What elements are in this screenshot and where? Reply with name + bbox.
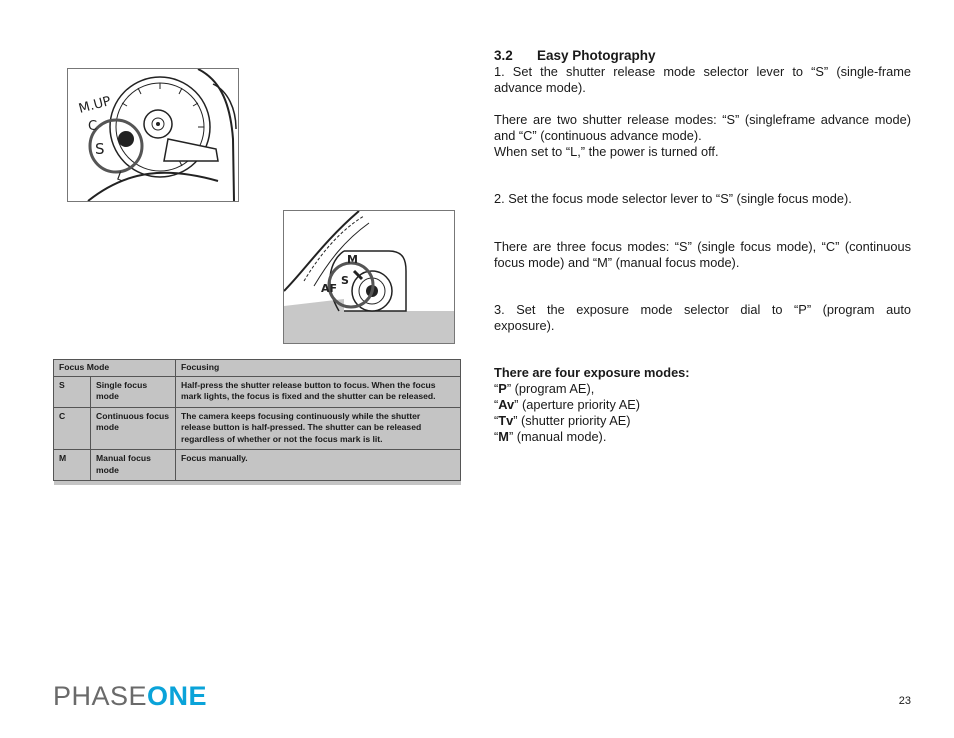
section-heading [494,48,911,64]
dial-label-c: C [88,119,98,134]
logo-text-light: PHASE [53,681,148,711]
logo-text-heavy: ONE [147,681,208,711]
exposure-key: Tv [498,413,514,428]
step1-line2: advance mode). [494,80,586,95]
shutter-modes-line1: There are two shutter release modes: “S” (singleframe advance mode) [494,112,911,127]
close-quote: ” [514,397,519,412]
focus-modes-line1: There are three focus modes: “S” (single focus mode), “C” (continuous [494,239,911,254]
focus-mode-table [53,359,461,485]
section-number: 3.2 [494,48,513,63]
instructions-column [494,48,911,445]
mode-code-cell: C [54,407,91,450]
table-header-focusing: Focusing [176,360,461,377]
mode-description-cell: Half-press the shutter release button to focus. When the focus mark lights, the focus is fixed and the shutter can be released. [176,376,461,407]
lever-label-m: M [347,253,358,266]
mode-name-cell: Single focus mode [91,376,176,407]
dial-label-l: L [114,168,127,185]
open-quote: “ [494,381,499,396]
table-header-row [54,360,461,377]
exposure-desc: (manual mode). [513,429,607,444]
mode-code-cell: M [54,450,91,481]
table-footer-band [54,481,461,486]
table-row [54,376,461,407]
focus-lever-drawing [284,211,454,343]
exposure-desc: (program AE), [511,381,595,396]
spacer [494,271,911,302]
close-quote: ” [508,429,514,444]
phase-one-logo [53,682,207,710]
exposure-mode-m [494,429,911,445]
mode-name-cell: Continuous focus mode [91,407,176,450]
lever-label-s: S [341,274,349,287]
exposure-desc: (aperture priority AE) [518,397,641,412]
spacer [494,96,911,112]
shutter-dial-drawing [68,69,238,201]
spacer [494,207,911,239]
mode-name-cell: Manual focus mode [91,450,176,481]
step3-line1: 3. Set the exposure mode selector dial to “P” (program auto [494,302,911,317]
shutter-modes-line3: When set to “L,” the power is turned off. [494,144,719,159]
page-number: 23 [898,695,911,707]
spacer [494,334,911,365]
table-footer-cell [54,481,461,486]
exposure-modes-heading: There are four exposure modes: [494,365,690,380]
step3-line2: exposure). [494,318,555,333]
exposure-key: P [498,381,507,396]
dial-label-s: S [95,140,105,158]
exposure-key: M [498,429,509,444]
table-header-focus-mode: Focus Mode [54,360,176,377]
table-row [54,407,461,450]
dial-label-mup: M.UP [77,93,113,117]
mode-description-cell: Focus manually. [176,450,461,481]
exposure-mode-av [494,397,911,413]
focus-lever-illustration [283,210,455,344]
step2-text: 2. Set the focus mode selector lever to “S” (single focus mode). [494,191,852,206]
exposure-mode-tv [494,413,911,429]
table-row [54,450,461,481]
step1-line1: 1. Set the shutter release mode selector lever to “S” (single-frame [494,64,911,79]
spacer [494,160,911,191]
section-title: Easy Photography [537,48,656,63]
exposure-desc: (shutter priority AE) [517,413,631,428]
shutter-dial-illustration [67,68,239,202]
focus-modes-line2: focus mode) and “M” (manual focus mode). [494,255,740,270]
close-quote: ” [506,381,512,396]
mode-code-cell: S [54,376,91,407]
exposure-key: Av [498,397,515,412]
open-quote: “ [494,429,499,444]
lever-label-af: AF [321,282,338,295]
mode-description-cell: The camera keeps focusing continuously while the shutter release button is half-pressed. The shutter can be released regardless of whether or not the focus mark is lit. [176,407,461,450]
open-quote: “ [494,413,499,428]
exposure-mode-p [494,381,911,397]
shutter-modes-line2: and “C” (continuous advance mode). [494,128,702,143]
close-quote: ” [513,413,518,428]
open-quote: “ [494,397,499,412]
